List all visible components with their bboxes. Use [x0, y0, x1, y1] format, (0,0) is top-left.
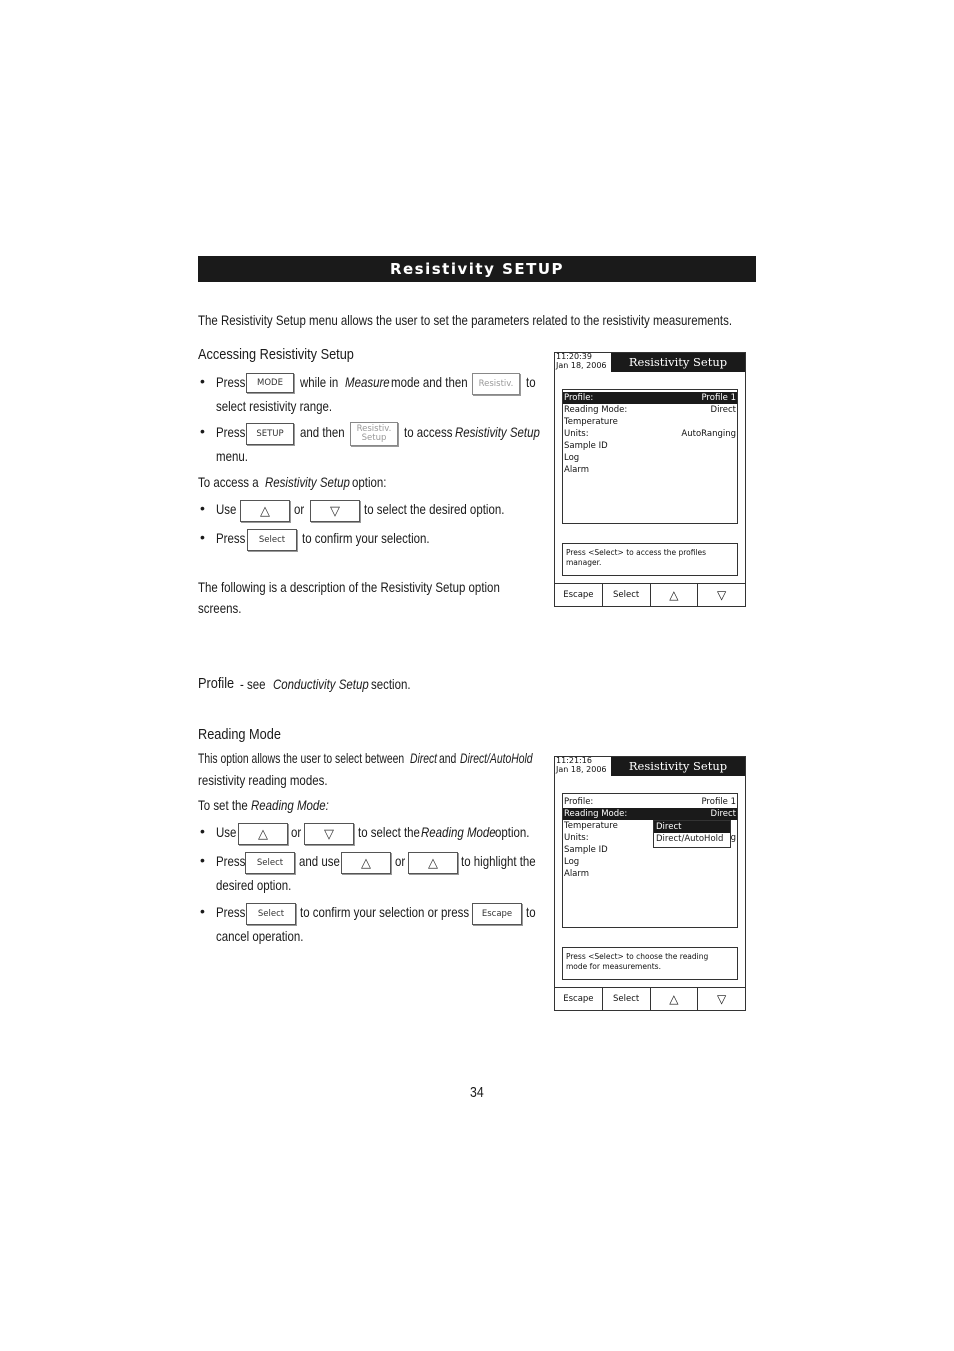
up-arrow-key-icon: △	[408, 852, 458, 874]
profile-label: Profile	[198, 675, 235, 692]
rm-b3-mid: to confirm your selection or press	[300, 904, 470, 920]
list-item-value: Direct	[710, 405, 736, 415]
rm-b2-line2: desired option.	[216, 877, 292, 893]
profile-italic: Conductivity Setup	[273, 676, 369, 692]
list-item-label: Profile:	[564, 797, 594, 807]
desc-line1: The following is a description of the Resistivity Setup option	[198, 579, 500, 595]
hint-line1: Press <Select> to access the profiles	[566, 548, 707, 557]
set-lead: To set the	[198, 797, 248, 813]
bullet-icon: •	[200, 529, 205, 545]
b1-while-in: while in	[300, 374, 339, 390]
list-item-profile[interactable]	[563, 796, 737, 808]
screen-title: Resistivity Setup	[611, 353, 745, 372]
list-item-value: Direct	[710, 809, 736, 819]
b4-tail: to confirm your selection.	[302, 530, 430, 546]
escape-key: Escape	[472, 903, 522, 925]
down-arrow-softkey-icon[interactable]: ▽	[717, 992, 727, 1006]
down-arrow-key-icon: ▽	[304, 823, 354, 845]
bullet-icon: •	[200, 903, 205, 919]
escape-softkey[interactable]: Escape	[555, 584, 603, 606]
list-item-value: Profile 1	[701, 797, 736, 807]
list-item-label: Alarm	[564, 869, 590, 879]
down-arrow-key-icon: ▽	[310, 500, 360, 522]
list-item-reading-mode[interactable]	[563, 404, 737, 416]
list-item-temperature[interactable]	[563, 416, 737, 428]
list-item-log[interactable]	[563, 452, 737, 464]
list-item-label: Log	[564, 453, 580, 463]
b3-use: Use	[216, 501, 237, 517]
screen-date: Jan 18, 2006	[556, 360, 607, 370]
b2-to-access: to access	[404, 424, 453, 440]
rm-b1-option: option.	[495, 824, 530, 840]
screen-hint	[562, 543, 738, 576]
b1-measure: Measure	[345, 374, 390, 390]
b2-line2: menu.	[216, 448, 248, 464]
mode-key: MODE	[246, 373, 294, 393]
list-item-reading-mode[interactable]	[563, 808, 737, 820]
list-item-label: Reading Mode:	[564, 809, 628, 819]
b2-italic: Resistivity Setup	[455, 424, 540, 440]
b4-press: Press	[216, 530, 246, 546]
rm-b1-use: Use	[216, 824, 237, 840]
profile-tail: section.	[371, 676, 411, 692]
b1-line2: select resistivity range.	[216, 398, 333, 414]
b3-tail: to select the desired option.	[364, 501, 505, 517]
page-number: 34	[470, 1084, 484, 1101]
screen-time: 11:21:16	[556, 756, 592, 765]
b3-or: or	[294, 501, 305, 517]
bullet-icon: •	[200, 852, 205, 868]
select-key: Select	[246, 903, 296, 925]
setup-key: SETUP	[246, 423, 294, 445]
list-item-value: AutoRanging	[681, 429, 736, 439]
rm-b2-or: or	[395, 853, 406, 869]
list-item-label: Reading Mode:	[564, 405, 628, 415]
list-item-label: Profile:	[564, 393, 594, 403]
up-arrow-softkey-icon[interactable]: △	[651, 988, 699, 1010]
setup-option-list	[562, 793, 738, 928]
rm-b2-press: Press	[216, 853, 246, 869]
setup-option-list	[562, 389, 738, 524]
resistiv-setup-key-line1: Resistiv.	[356, 424, 392, 434]
list-item-label: Log	[564, 857, 580, 867]
bullet-icon: •	[200, 500, 205, 516]
list-item-label: Sample ID	[564, 845, 608, 855]
reading-p1-direct: Direct	[410, 750, 438, 766]
list-item-label: Alarm	[564, 465, 590, 475]
list-item-alarm[interactable]	[563, 868, 737, 880]
rm-b1-or: or	[291, 824, 302, 840]
rm-b2-tail: to highlight the	[461, 853, 536, 869]
b2-and-then: and then	[300, 424, 345, 440]
bullet-icon: •	[200, 423, 205, 439]
hint-line2: mode for measurements.	[566, 962, 661, 971]
dropdown-option-direct-autohold[interactable]: Direct/AutoHold	[656, 834, 724, 844]
rm-b3-press: Press	[216, 904, 246, 920]
rm-b3-to: to	[526, 904, 536, 920]
set-italic: Reading Mode:	[251, 797, 329, 813]
screen-hint	[562, 947, 738, 980]
rm-b3-line2: cancel operation.	[216, 928, 304, 944]
up-arrow-key-icon: △	[341, 852, 391, 874]
screen-header	[555, 353, 745, 373]
screen-date: Jan 18, 2006	[556, 764, 607, 774]
screen-title: Resistivity Setup	[611, 757, 745, 776]
b1-mode-then: mode and then	[391, 374, 468, 390]
dropdown-option-direct[interactable]: Direct	[654, 821, 730, 833]
select-softkey[interactable]: Select	[603, 988, 651, 1010]
softkey-bar	[555, 583, 745, 606]
screen-timestamp	[556, 353, 607, 370]
rm-b1-italic: Reading Mode	[421, 824, 496, 840]
list-item-sample-id[interactable]	[563, 440, 737, 452]
option-italic: Resistivity Setup	[265, 474, 350, 490]
down-arrow-softkey-icon[interactable]: ▽	[717, 588, 727, 602]
resistiv-key: Resistiv.	[472, 373, 520, 395]
list-item-value: Profile 1	[701, 393, 736, 403]
b1-to: to	[526, 374, 536, 390]
screen-header	[555, 757, 745, 777]
softkey-bar	[555, 987, 745, 1010]
list-item-label: Units:	[564, 833, 589, 843]
reading-p1-a: This option allows the user to select between	[198, 750, 405, 766]
screen-timestamp	[556, 757, 607, 774]
up-arrow-softkey-icon[interactable]: △	[651, 584, 699, 606]
list-item-units[interactable]	[563, 428, 737, 440]
resistiv-setup-key-line2: Setup	[361, 433, 387, 443]
intro-paragraph: The Resistivity Setup menu allows the user to set the parameters related to the resistivity measurements.	[198, 312, 733, 328]
up-arrow-key-icon: △	[238, 823, 288, 845]
bullet-icon: •	[200, 373, 205, 389]
reading-mode-dropdown[interactable]	[653, 820, 731, 848]
option-lead: To access a	[198, 474, 259, 490]
reading-p1-and: and	[439, 750, 457, 766]
bullet-icon: •	[200, 823, 205, 839]
reading-p1-auto: Direct/AutoHold	[460, 750, 533, 766]
list-item-label: Temperature	[564, 417, 618, 427]
up-arrow-key-icon: △	[240, 500, 290, 522]
hint-line2: manager.	[566, 558, 602, 567]
list-item-label: Sample ID	[564, 441, 608, 451]
reading-mode-heading: Reading Mode	[198, 726, 281, 743]
device-screen-2	[554, 756, 746, 1011]
accessing-heading: Accessing Resistivity Setup	[198, 346, 354, 363]
list-item-value: g	[730, 833, 736, 843]
list-item-label: Units:	[564, 429, 589, 439]
section-title-banner: Resistivity SETUP	[198, 256, 756, 282]
select-softkey[interactable]: Select	[603, 584, 651, 606]
list-item-alarm[interactable]	[563, 464, 737, 476]
rm-b1-select-the: to select the	[358, 824, 420, 840]
list-item-label: Temperature	[564, 821, 618, 831]
hint-line1: Press <Select> to choose the reading	[566, 952, 709, 961]
desc-line2: screens.	[198, 600, 242, 616]
rm-b2-and-use: and use	[299, 853, 340, 869]
select-key: Select	[245, 852, 295, 874]
reading-p1-line2: resistivity reading modes.	[198, 772, 328, 788]
resistiv-setup-key	[350, 422, 398, 446]
list-item-profile[interactable]	[563, 392, 737, 404]
profile-see: - see	[240, 676, 266, 692]
escape-softkey[interactable]: Escape	[555, 988, 603, 1010]
b2-press: Press	[216, 424, 246, 440]
screen-time: 11:20:39	[556, 352, 592, 361]
option-tail: option:	[352, 474, 387, 490]
b1-press: Press	[216, 374, 246, 390]
select-key: Select	[247, 529, 297, 551]
list-item-log[interactable]	[563, 856, 737, 868]
device-screen-1	[554, 352, 746, 607]
